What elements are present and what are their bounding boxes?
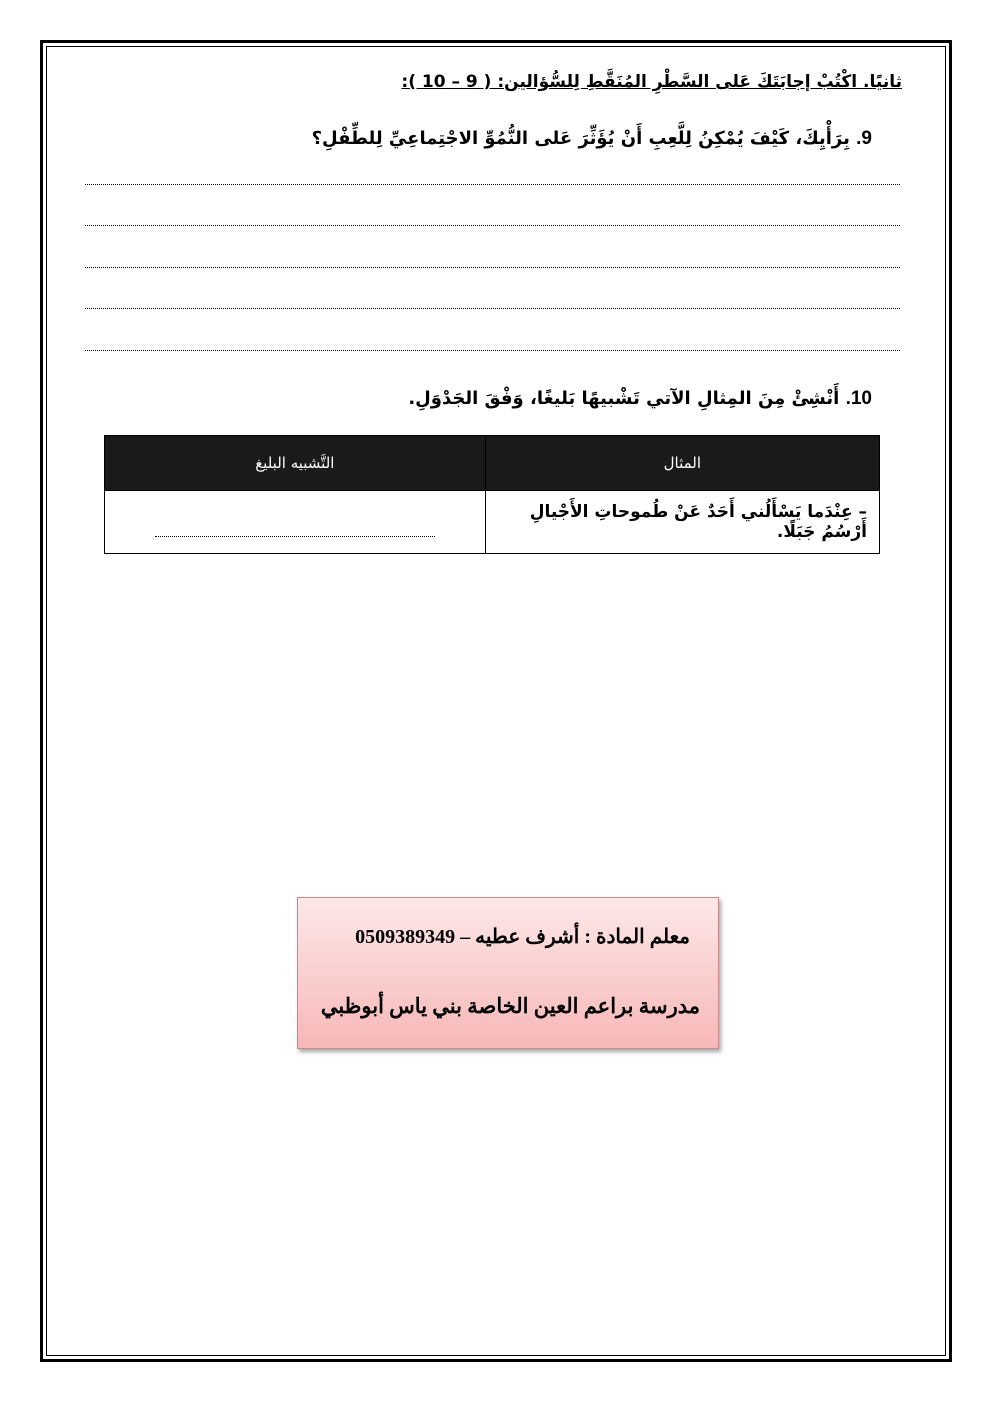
answer-line-2[interactable] — [85, 225, 900, 226]
simile-answer-cell[interactable] — [105, 491, 486, 554]
answer-line-3[interactable] — [85, 267, 900, 268]
simile-table — [104, 435, 880, 554]
header-example: المثال — [485, 436, 879, 491]
page-border-inner — [46, 46, 946, 1356]
school-name: مدرسة براعم العين الخاصة بني ياس أبوظبي — [320, 994, 700, 1018]
answer-line-4[interactable] — [85, 308, 900, 309]
section-heading: ثانيًا. اكْتُبْ إجابَتَكَ عَلى السَّطْرِ المُنَقَّطِ لِلسُّؤالين: ( 9 – 10 ): — [401, 72, 902, 92]
example-sentence: – عِنْدَما يَسْأَلُني أَحَدٌ عَنْ طُموحاتِ الأَجْيالِ أَرْسُمُ جَبَلًا. — [485, 491, 879, 554]
header-simile: التَّشبيه البليغ — [105, 436, 486, 491]
teacher-label: معلم المادة : أشرف عطيه – — [460, 926, 690, 948]
question-9-number: 9. — [856, 128, 872, 149]
table-row — [105, 491, 880, 554]
question-9-text: بِرَأْيِكَ، كَيْفَ يُمْكِنُ لِلَّعِبِ أَنْ يُؤَثِّرَ عَلى النُّمُوِّ الاجْتِماعِيِّ لِلطِّفْلِ؟ — [311, 128, 850, 149]
teacher-line — [355, 924, 690, 949]
question-10-text: أَنْشِئْ مِنَ المِثالِ الآتي تَشْبيهًا بَليغًا، وَفْقَ الجَدْوَلِ. — [408, 388, 840, 409]
question-9 — [312, 128, 872, 150]
question-10-number: 10. — [845, 388, 872, 409]
simile-answer-line[interactable] — [155, 536, 435, 537]
table-header-row — [105, 436, 880, 491]
answer-line-5[interactable] — [85, 350, 900, 351]
teacher-info-box — [297, 897, 719, 1049]
question-10 — [408, 388, 872, 410]
teacher-phone: 0509389349 — [355, 926, 456, 948]
answer-line-1[interactable] — [85, 184, 900, 185]
